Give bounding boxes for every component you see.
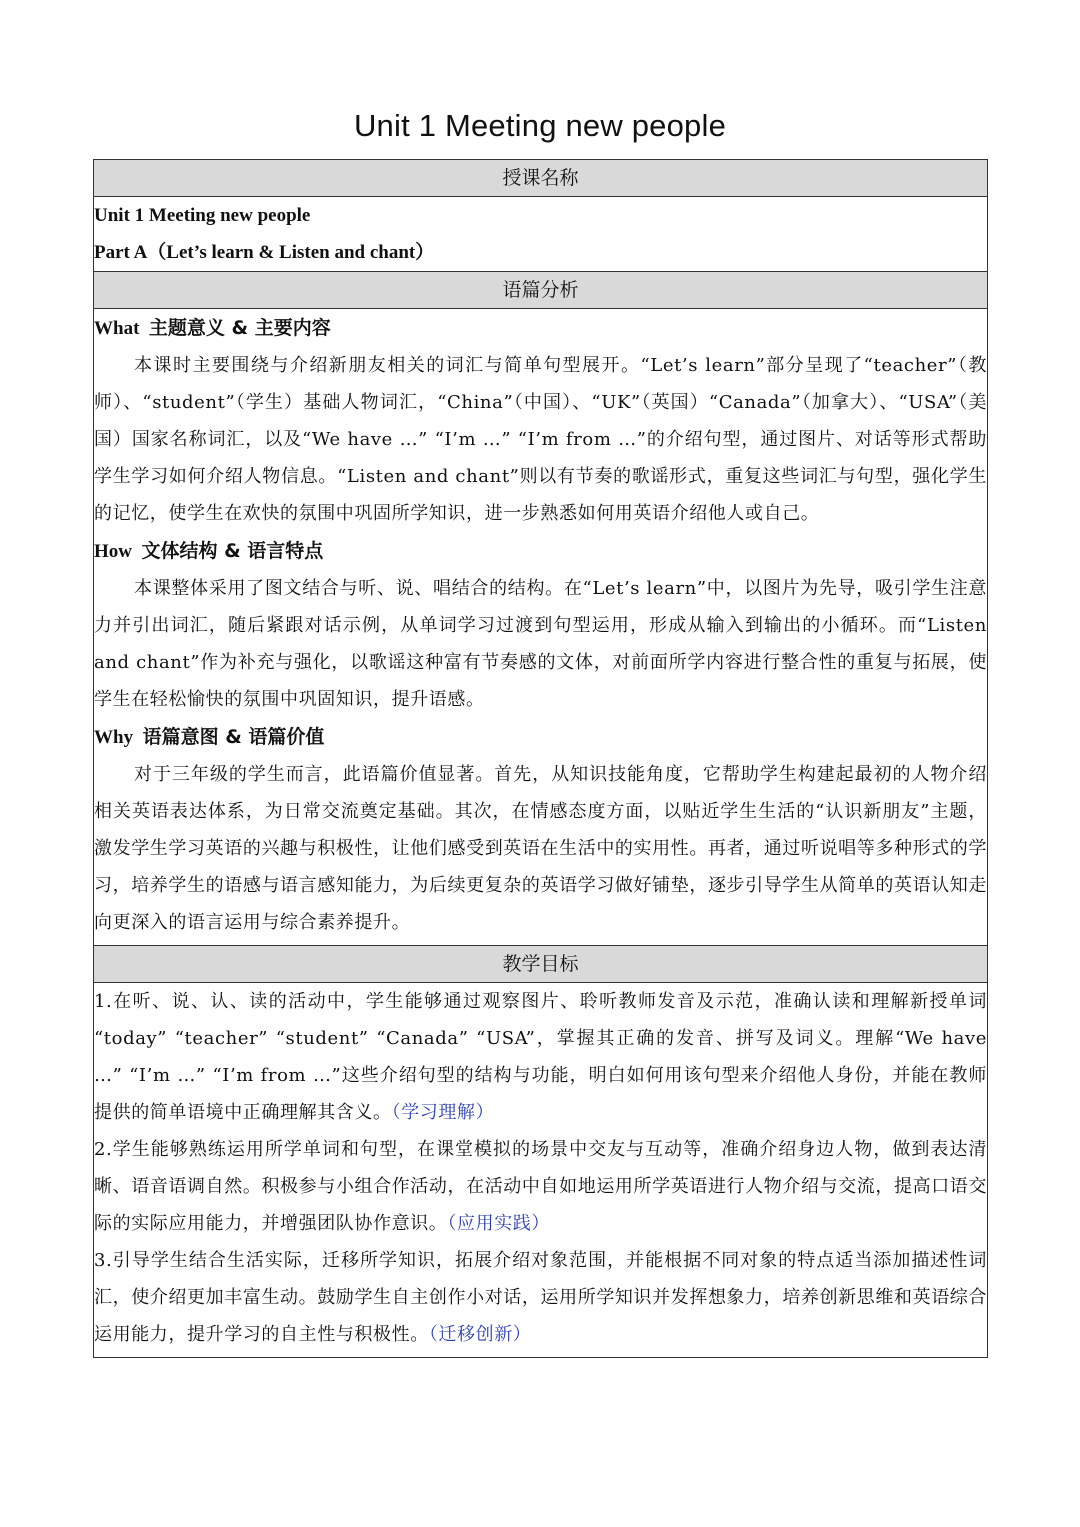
objective-tag: （学习理解） [391, 1102, 495, 1123]
objective-tag: （迁移创新） [428, 1324, 532, 1345]
text-analysis-cell [94, 309, 988, 946]
what-heading [94, 310, 987, 347]
objective-tag: （应用实践） [447, 1213, 551, 1234]
text-analysis-header: 语篇分析 [94, 272, 988, 309]
why-label-en: Why [94, 727, 134, 748]
lesson-name-cell [94, 197, 988, 272]
objective-item [94, 1131, 987, 1242]
objective-text: 1.在听、说、认、读的活动中，学生能够通过观察图片、聆听教师发音及示范，准确认读和理解新授单词 “today” “teacher” “student” “Canada” “USA”，掌握其正确的发音、拼写及词义。理解“We have …” “I’m …” “I’m from …”这些介绍句型的结构与功能，明白如何用该句型来介绍他人身份，并能在教师提供的简单语境中正确理解其含义。 [94, 991, 987, 1123]
lesson-name-row [94, 197, 988, 272]
part-name: Part A（Let’s learn & Listen and chant） [94, 242, 435, 263]
lesson-name-header: 授课名称 [94, 160, 988, 197]
how-heading [94, 533, 987, 570]
why-heading [94, 719, 987, 756]
objective-item [94, 1242, 987, 1357]
objective-item [94, 983, 987, 1131]
text-analysis-row [94, 309, 988, 946]
why-paragraph: 对于三年级的学生而言，此语篇价值显著。首先，从知识技能角度，它帮助学生构建起最初的人物介绍相关英语表达体系，为日常交流奠定基础。其次，在情感态度方面，以贴近学生生活的“认识新朋友”主题，激发学生学习英语的兴趣与积极性，让他们感受到英语在生活中的实用性。再者，通过听说唱等多种形式的学习，培养学生的语感与语言感知能力，为后续更复杂的英语学习做好铺垫，逐步引导学生从简单的英语认知走向更深入的语言运用与综合素养提升。 [94, 764, 987, 933]
objective-text: 2.学生能够熟练运用所学单词和句型，在课堂模拟的场景中交友与互动等，准确介绍身边人物，做到表达清晰、语音语调自然。积极参与小组合作活动，在活动中自如地运用所学英语进行人物介绍与交流，提高口语交际的实际应用能力，并增强团队协作意识。 [94, 1139, 987, 1234]
what-paragraph: 本课时主要围绕与介绍新朋友相关的词汇与简单句型展开。“Let’s learn”部分呈现了“teacher”（教师）、“student”（学生）基础人物词汇，“China”（中国）、“UK”（英国）“Canada”（加拿大）、“USA”（美国）国家名称词汇，以及“We have …” “I’m …” “I’m from …”的介绍句型，通过图片、对话等形式帮助学生学习如何介绍人物信息。“Listen and chant”则以有节奏的歌谣形式，重复这些词汇与句型，强化学生的记忆，使学生在欢快的氛围中巩固所学知识，进一步熟悉如何用英语介绍他人或自己。 [94, 355, 987, 524]
why-label-zh: 语篇意图 & 语篇价值 [142, 726, 325, 748]
objectives-row [94, 983, 988, 1358]
unit-name: Unit 1 Meeting new people [94, 205, 311, 226]
text-analysis-header-row [94, 272, 988, 309]
how-label-en: How [94, 541, 132, 562]
objectives-header-row [94, 946, 988, 983]
lesson-plan-table [93, 159, 988, 1358]
how-label-zh: 文体结构 & 语言特点 [141, 540, 324, 562]
objectives-cell [94, 983, 988, 1358]
what-label-en: What [94, 318, 140, 339]
objectives-header: 教学目标 [94, 946, 988, 983]
lesson-name-header-row [94, 160, 988, 197]
objective-text: 3.引导学生结合生活实际，迁移所学知识，拓展介绍对象范围，并能根据不同对象的特点适当添加描述性词汇，使介绍更加丰富生动。鼓励学生自主创作小对话，运用所学知识并发挥想象力，培养创新思维和英语综合运用能力，提升学习的自主性与积极性。 [94, 1250, 987, 1345]
document-title: Unit 1 Meeting new people [353, 108, 727, 143]
what-label-zh: 主题意义 & 主要内容 [148, 317, 331, 339]
how-paragraph: 本课整体采用了图文结合与听、说、唱结合的结构。在“Let’s learn”中，以图片为先导，吸引学生注意力并引出词汇，随后紧跟对话示例，从单词学习过渡到句型运用，形成从输入到输出的小循环。而“Listen and chant”作为补充与强化，以歌谣这种富有节奏感的文体，对前面所学内容进行整合性的重复与拓展，使学生在轻松愉快的氛围中巩固知识，提升语感。 [94, 578, 987, 710]
